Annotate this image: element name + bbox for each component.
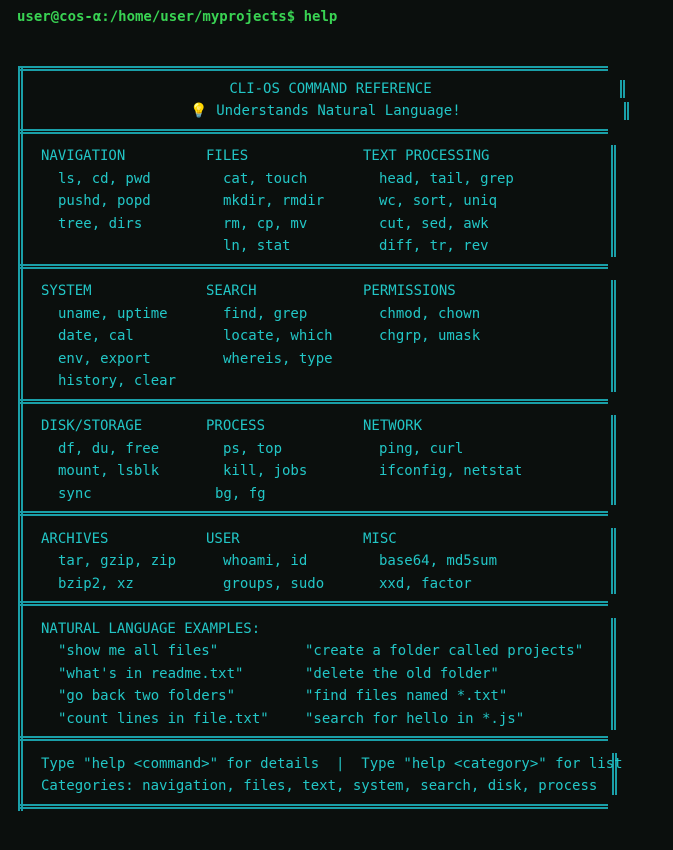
separator-2 xyxy=(18,399,608,404)
cmd-list-item: diff, tr, rev xyxy=(379,238,489,254)
cmd-list-item: uname, uptime xyxy=(58,306,168,322)
nl-example: "create a folder called projects" xyxy=(305,643,584,659)
cmd-list-item: df, du, free xyxy=(58,441,160,457)
cmd-list-item: xxd, factor xyxy=(379,576,472,592)
section2-right-border xyxy=(611,280,616,392)
cmd-list-item: sync xyxy=(58,486,92,502)
cmd-list-item: bzip2, xz xyxy=(58,576,134,592)
cmd-list-item: head, tail, grep xyxy=(379,171,514,187)
typed-command: help xyxy=(303,9,338,25)
section-header-archives: ARCHIVES xyxy=(41,531,109,547)
cmd-list-item: date, cal xyxy=(58,328,134,344)
cmd-list-item: env, export xyxy=(58,351,151,367)
cmd-list-item: base64, md5sum xyxy=(379,553,498,569)
separator-1 xyxy=(18,264,608,269)
cmd-list-item: ping, curl xyxy=(379,441,464,457)
cmd-list-item: tar, gzip, zip xyxy=(58,553,177,569)
separator-title xyxy=(18,129,608,134)
footer-help-hint: Type "help <command>" for details | Type "help <category>" for list xyxy=(41,756,623,772)
cmd-list-item: whoami, id xyxy=(223,553,308,569)
section-header-user: USER xyxy=(206,531,240,547)
nl-example: "find files named *.txt" xyxy=(305,688,508,704)
box-top-border xyxy=(18,66,608,71)
cmd-list-item: history, clear xyxy=(58,373,177,389)
section-header-system: SYSTEM xyxy=(41,283,92,299)
section3-right-border xyxy=(611,415,616,505)
cmd-list-item: find, grep xyxy=(223,306,308,322)
separator-5 xyxy=(18,736,608,741)
nl-example: "search for hello in *.js" xyxy=(305,711,525,727)
cmd-list-item: groups, sudo xyxy=(223,576,325,592)
cmd-list-item: mkdir, rmdir xyxy=(223,193,325,209)
section-header-permissions: PERMISSIONS xyxy=(363,283,456,299)
prompt-text: user@cos-α:/home/user/myprojects$ xyxy=(17,9,296,25)
natural-language-header: NATURAL LANGUAGE EXAMPLES: xyxy=(41,621,261,637)
reference-subtitle: 💡 Understands Natural Language! xyxy=(190,103,461,119)
box-left-border xyxy=(18,66,23,811)
nl-example: "count lines in file.txt" xyxy=(58,711,269,727)
section-header-process: PROCESS xyxy=(206,418,266,434)
separator-3 xyxy=(18,511,608,516)
footer-categories: Categories: navigation, files, text, system, search, disk, process xyxy=(41,778,598,794)
cmd-list-item: mount, lsblk xyxy=(58,463,160,479)
cmd-list-item: locate, which xyxy=(223,328,333,344)
cmd-list-item: cat, touch xyxy=(223,171,308,187)
reference-title: CLI-OS COMMAND REFERENCE xyxy=(229,81,432,97)
cmd-list-item: chmod, chown xyxy=(379,306,481,322)
section-header-disk-storage: DISK/STORAGE xyxy=(41,418,143,434)
cmd-list-item: ls, cd, pwd xyxy=(58,171,151,187)
prompt-line xyxy=(17,9,337,25)
section-header-misc: MISC xyxy=(363,531,397,547)
cmd-list-item: kill, jobs xyxy=(223,463,308,479)
cmd-list-item: tree, dirs xyxy=(58,216,143,232)
nl-example: "what's in readme.txt" xyxy=(58,666,244,682)
section-header-network: NETWORK xyxy=(363,418,423,434)
cmd-list-item: pushd, popd xyxy=(58,193,151,209)
section1-right-border xyxy=(611,145,616,257)
section4-right-border xyxy=(611,528,616,594)
section-header-text-processing: TEXT PROCESSING xyxy=(363,148,490,164)
section5-right-border xyxy=(611,618,616,730)
section-header-navigation: NAVIGATION xyxy=(41,148,126,164)
separator-4 xyxy=(18,601,608,606)
cmd-list-item: chgrp, umask xyxy=(379,328,481,344)
nl-example: "go back two folders" xyxy=(58,688,236,704)
cmd-list-item: whereis, type xyxy=(223,351,333,367)
cmd-list-item: cut, sed, awk xyxy=(379,216,489,232)
cmd-list-item: rm, cp, mv xyxy=(223,216,308,232)
section-header-search: SEARCH xyxy=(206,283,257,299)
nl-example: "delete the old folder" xyxy=(305,666,499,682)
cmd-list-item: ifconfig, netstat xyxy=(379,463,523,479)
cmd-list-item: bg, fg xyxy=(215,486,266,502)
cmd-list-item: ln, stat xyxy=(223,238,291,254)
nl-example: "show me all files" xyxy=(58,643,219,659)
cmd-list-item: wc, sort, uniq xyxy=(379,193,498,209)
box-bottom-border xyxy=(18,804,608,809)
section-header-files: FILES xyxy=(206,148,249,164)
cmd-list-item: ps, top xyxy=(223,441,283,457)
